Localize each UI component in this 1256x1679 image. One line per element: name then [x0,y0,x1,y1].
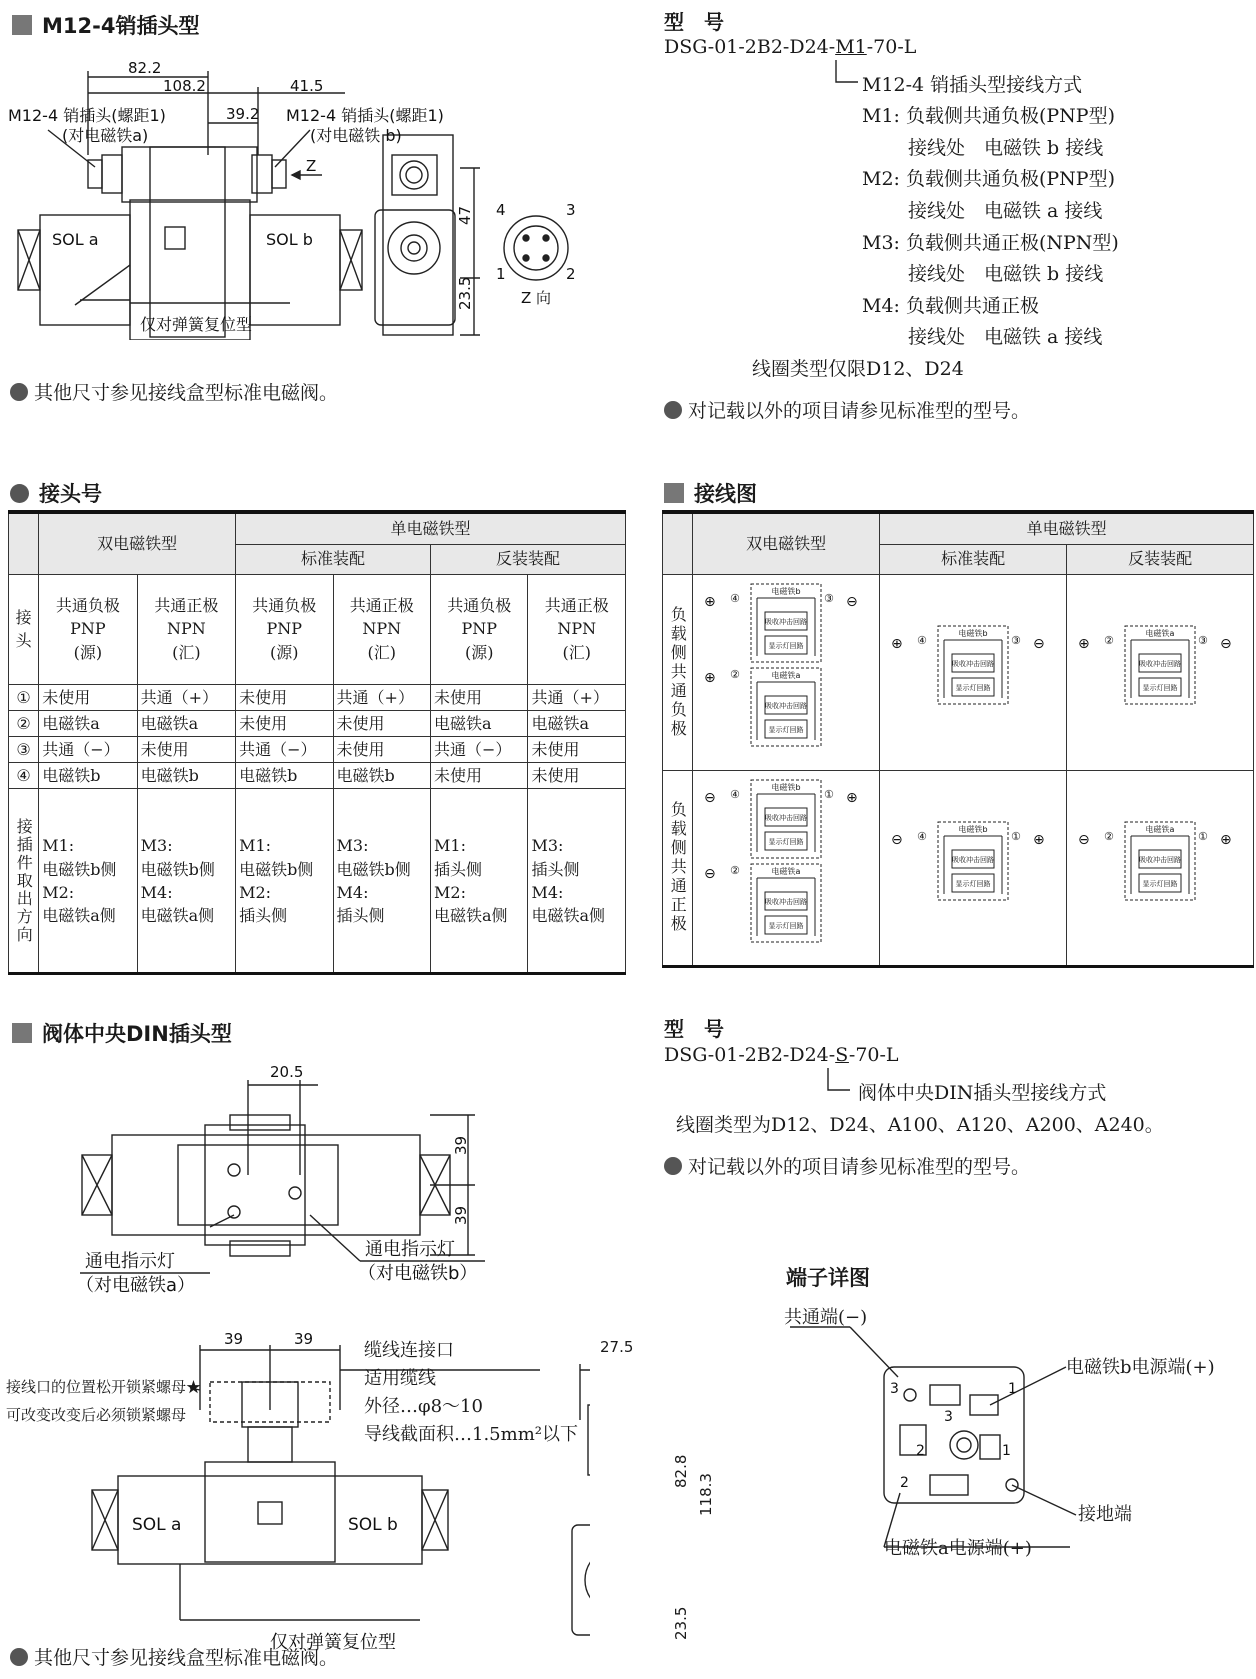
wiring-schematic [883,772,1063,958]
dim-39-2: 39.2 [226,105,260,123]
term-num-2a: 2 [916,1443,925,1459]
wt-row2-std [880,770,1067,966]
absorb-label: 吸收冲击回路 [765,617,808,626]
lamp-label: 显示灯回路 [768,921,804,930]
pin-number: ④ [917,829,928,843]
jt-col-head-5: 共通正极 NPN (汇) [528,574,626,684]
table-row: ③ 共通（−） 未使用 共通（−） 未使用 共通（−） 未使用 [9,736,626,762]
coil-unit [938,822,1008,900]
model-m12-line-3: M2: 负载侧共通负极(PNP型) [862,168,1116,190]
model-m12-line-8: 接线处 电磁铁 a 接线 [908,326,1103,348]
model-din-code [664,1044,899,1066]
pin-number: ④ [730,591,741,605]
table-row: 接插件取出方向 M1: 电磁铁b侧 M2: 电磁铁a侧 M3: 电磁铁b侧 M4: 电磁铁a侧 M1: 电磁铁b侧 M2: 插头侧 M3: 电磁铁b侧 M4: 插头侧 M1: 插头侧 M2: 电磁铁a侧 M3: 插头侧 M4: 电磁铁a侧 [9,789,626,974]
coil-label: 电磁铁b [958,824,988,834]
din-cable-1: 缆线连接口 [364,1340,454,1361]
wiring-title-text: 接线图 [694,482,757,506]
absorb-label: 吸收冲击回路 [952,659,995,668]
jt-rev: 反装装配 [431,544,626,574]
sol-b-label: SOL b [266,230,313,249]
bullet-icon [10,484,29,503]
absorb-label: 吸收冲击回路 [765,701,808,710]
pin-number: ① [824,787,835,801]
terminal-coil-b-label: 电磁铁b电源端(+) [1066,1357,1215,1378]
lamp-label: 显示灯回路 [1142,879,1178,888]
din-code-prefix: DSG-01-2B2-D24- [664,1044,836,1066]
table-row: ① 未使用 共通（+） 未使用 共通（+） 未使用 共通（+） [9,684,626,710]
din-sol-b: SOL b [348,1515,398,1535]
din-spring-note: 仅对弹簧复位型 [270,1632,396,1653]
din-dim-39-w2: 39 [294,1330,314,1348]
jt-col-head-1: 共通正极 NPN (汇) [137,574,235,684]
pin-number: ④ [730,787,741,801]
term-num-2b: 2 [900,1475,909,1491]
wt-row1-label: 负载侧共通负极 [663,574,693,770]
code-prefix: DSG-01-2B2-D24- [664,36,836,58]
m12-left-label-1: M12-4 销插头(螺距1) [8,106,166,125]
model-m12-heading [664,6,724,35]
wt-single-type: 单电磁铁型 [880,512,1254,544]
wiring-section-title [664,478,757,508]
wt-row2-label: 负载侧共通正极 [663,770,693,966]
model-din-heading-text: 型 号 [664,1017,724,1041]
wt-rev: 反装装配 [1067,544,1254,574]
joint-title-text: 接头号 [39,482,102,506]
dim-82-2: 82.2 [128,59,162,77]
lamp-label: 显示灯回路 [955,683,991,692]
m12-section-title [12,10,199,40]
terminal-sign: ⊕ [704,669,716,686]
coil-unit [938,626,1008,704]
jt-col-head-0: 共通负极 PNP (源) [39,574,137,684]
din-dim-39-a: 39 [452,1135,470,1155]
terminal-coil-a-label: 电磁铁a电源端(+) [884,1538,1032,1559]
bullet-icon [664,1157,682,1175]
din-top-view-drawing [0,1055,560,1305]
coil-label: 电磁铁b [771,586,801,596]
terminal-sign: ⊖ [1220,635,1232,652]
model-m12-line-6: 接线处 电磁铁 b 接线 [908,263,1104,285]
model-din-line-1: 阀体中央DIN插头型接线方式 [858,1082,1107,1104]
lamp-label: 显示灯回路 [768,725,804,734]
model-din-heading [664,1013,724,1042]
square-bullet-icon [664,483,684,503]
term-num-3a: 3 [890,1381,899,1397]
terminal-common-label: 共通端(−) [784,1307,868,1328]
coil-unit [1125,822,1195,900]
model-m12-line-4: 接线处 电磁铁 a 接线 [908,200,1103,222]
absorb-label: 吸收冲击回路 [1139,659,1182,668]
pin-number: ② [730,863,741,877]
terminal-sign: ⊖ [1033,635,1045,652]
pin-2: 2 [566,265,576,283]
wt-row1-rev [1067,574,1254,770]
jt-single-type: 单电磁铁型 [236,512,626,544]
model-m12-code [664,36,916,58]
model-m12-line-5: M3: 负载侧共通正极(NPN型) [862,232,1119,254]
din-note [10,1643,338,1670]
din-cable-2: 适用缆线 [364,1368,436,1389]
sol-a-label: SOL a [52,230,99,249]
wt-row2-rev [1067,770,1254,966]
wt-std: 标准装配 [880,544,1067,574]
din-lamp-b-2: （对电磁铁b） [358,1263,478,1284]
absorb-label: 吸收冲击回路 [1139,855,1182,864]
dim-47: 47 [456,205,474,225]
coil-unit [751,668,821,746]
wiring-table [662,510,1254,968]
terminal-sign: ⊖ [846,593,858,610]
terminal-sign: ⊖ [891,831,903,848]
model-m12-line-2: 接线处 电磁铁 b 接线 [908,137,1104,159]
m12-note [10,378,338,405]
din-dim-20-5: 20.5 [270,1063,304,1081]
model-heading-text: 型 号 [664,10,724,34]
wiring-schematic [696,576,876,762]
code-mid: M1 [835,36,867,58]
m12-spring-note: 仅对弹簧复位型 [140,315,253,334]
din-code-mid: S [835,1044,849,1066]
wiring-schematic [696,772,876,958]
terminal-sign: ⊖ [704,865,716,882]
coil-label: 电磁铁a [771,866,801,876]
coil-unit [1125,626,1195,704]
pin-number: ④ [917,633,928,647]
terminal-sign: ⊕ [1220,831,1232,848]
wt-row1-std [880,574,1067,770]
din-lamp-a-2: （对电磁铁a） [76,1275,196,1296]
coil-label: 电磁铁a [771,670,801,680]
pin-number: ① [1198,829,1209,843]
table-row: ④ 电磁铁b 电磁铁b 电磁铁b 电磁铁b 未使用 未使用 [9,763,626,789]
wiring-schematic [1070,576,1250,762]
din-star-note-2: 可改变改变后必须锁紧螺母 [6,1406,187,1424]
dim-23-5: 23.5 [456,276,474,310]
pin-number: ② [1104,829,1115,843]
m12-note-text: 其他尺寸参见接线盒型标准电磁阀。 [34,382,339,404]
pin-1: 1 [496,265,506,283]
lamp-label: 显示灯回路 [768,641,804,650]
terminal-block-drawing [780,1325,1080,1555]
m12-right-label-1: M12-4 销插头(螺距1) [286,106,444,125]
din-cable-3: 外径…φ8～10 [364,1396,483,1417]
din-side-dim-27-5: 27.5 [600,1338,634,1356]
absorb-label: 吸收冲击回路 [765,897,808,906]
terminal-sign: ⊕ [891,635,903,652]
terminal-title: 端子详图 [786,1266,870,1290]
model-din-leader-line [822,1068,852,1098]
m12-valve-drawing [0,55,600,340]
joint-section-title [10,478,102,508]
model-m12-line-9: 线圈类型仅限D12、D24 [752,358,964,380]
din-title-text: 阀体中央DIN插头型 [42,1022,232,1046]
absorb-label: 吸收冲击回路 [952,855,995,864]
din-dim-39-b: 39 [452,1205,470,1225]
pin-number: ③ [824,591,835,605]
din-cable-4: 导线截面积…1.5mm²以下 [364,1424,578,1445]
terminal-sign: ⊕ [846,789,858,806]
lamp-label: 显示灯回路 [1142,683,1178,692]
square-bullet-icon [12,1023,32,1043]
term-num-1a: 1 [1008,1381,1017,1397]
terminal-sign: ⊕ [704,593,716,610]
din-lamp-b-1: 通电指示灯 [365,1239,455,1260]
z-mark: Z [306,157,317,175]
pin-number: ③ [1198,633,1209,647]
din-note-text: 其他尺寸参见接线盒型标准电磁阀。 [34,1647,339,1669]
bullet-icon [10,1648,28,1666]
bullet-icon [10,383,28,401]
dim-108-2: 108.2 [163,77,206,95]
coil-unit [751,864,821,942]
coil-unit [751,780,821,858]
wt-row2-double [693,770,880,966]
code-suffix: -70-L [866,36,917,58]
lamp-label: 显示灯回路 [955,879,991,888]
m12-title-text: M12-4销插头型 [42,14,200,38]
coil-unit [751,584,821,662]
table-row: ② 电磁铁a 电磁铁a 未使用 未使用 电磁铁a 电磁铁a [9,710,626,736]
jt-col-head-3: 共通正极 NPN (汇) [333,574,430,684]
din-side-dim-82-8: 82.8 [672,1454,690,1488]
pin-number: ② [1104,633,1115,647]
pin-number: ③ [1011,633,1022,647]
terminal-ground-label: 接地端 [1078,1504,1132,1525]
jt-row-joint-label: 接头 [9,574,39,684]
model-leader-line [830,60,860,90]
terminal-sign: ⊖ [1078,831,1090,848]
din-code-suffix: -70-L [848,1044,899,1066]
model-din-note-text: 对记载以外的项目请参见标准型的型号。 [688,1156,1031,1178]
din-side-dim-23-5: 23.5 [672,1606,690,1640]
terminal-sign: ⊖ [704,789,716,806]
din-section-title [12,1018,232,1048]
absorb-label: 吸收冲击回路 [765,813,808,822]
terminal-sign: ⊕ [1078,635,1090,652]
pin-number: ② [730,667,741,681]
wt-row1-double [693,574,880,770]
coil-label: 电磁铁a [1145,824,1175,834]
jt-dir-label: 接插件取出方向 [9,789,39,974]
m12-left-label-2: (对电磁铁a) [62,126,149,145]
coil-label: 电磁铁a [1145,628,1175,638]
model-m12-note-text: 对记载以外的项目请参见标准型的型号。 [688,400,1031,422]
pin-4: 4 [496,201,506,219]
din-dim-39-w1: 39 [224,1330,244,1348]
model-m12-line-7: M4: 负载侧共通正极 [862,295,1039,317]
lamp-label: 显示灯回路 [768,837,804,846]
jt-std: 标准装配 [236,544,431,574]
model-m12-note [664,396,1030,423]
wiring-schematic [1070,772,1250,958]
z-view-label: Z 向 [520,289,552,307]
terminal-sign: ⊕ [1033,831,1045,848]
jt-double-type: 双电磁铁型 [39,512,236,574]
pin-number: ① [1011,829,1022,843]
term-num-1b: 1 [1002,1443,1011,1459]
coil-label: 电磁铁b [958,628,988,638]
m12-right-label-2: (对电磁铁 b) [310,126,402,145]
bullet-icon [664,401,682,419]
jt-col-head-2: 共通负极 PNP (源) [236,574,333,684]
wiring-schematic [883,576,1063,762]
dim-41-5: 41.5 [290,77,324,95]
model-m12-line-0: M12-4 销插头型接线方式 [862,74,1083,96]
model-din-note [664,1152,1030,1179]
jt-col-head-4: 共通负极 PNP (源) [431,574,528,684]
model-m12-line-1: M1: 负载侧共通负极(PNP型) [862,105,1116,127]
term-num-3b: 3 [944,1409,953,1425]
wt-double-type: 双电磁铁型 [693,512,880,574]
joint-table [8,510,626,975]
model-din-line-2: 线圈类型为D12、D24、A100、A120、A200、A240。 [676,1114,1164,1136]
din-sol-a: SOL a [132,1515,182,1535]
din-side-dim-118-3: 118.3 [697,1473,715,1516]
square-bullet-icon [12,15,32,35]
pin-3: 3 [566,201,576,219]
din-star-note-1: 接线口的位置松开锁紧螺母★ [6,1378,202,1396]
din-lamp-a-1: 通电指示灯 [85,1251,175,1272]
coil-label: 电磁铁b [771,782,801,792]
